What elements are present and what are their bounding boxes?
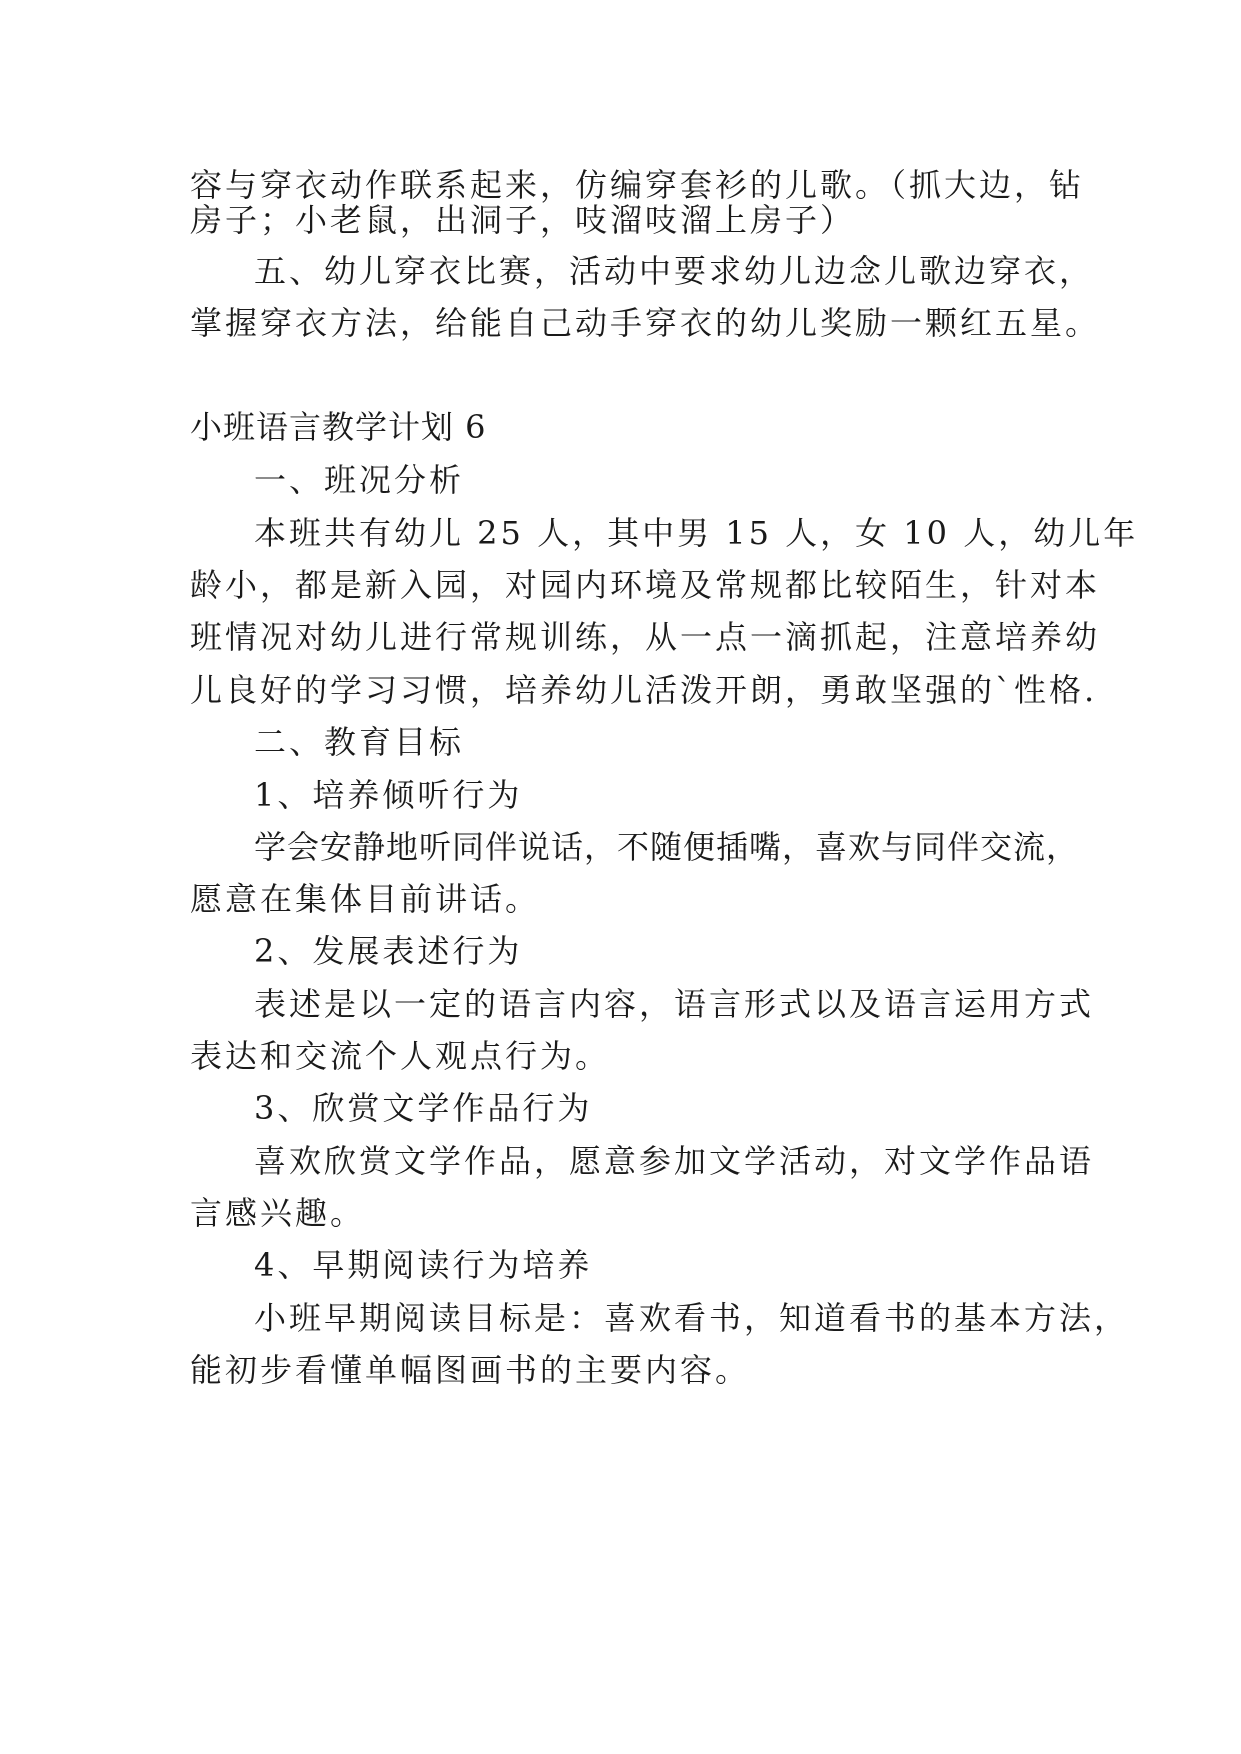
text-line: 五、幼儿穿衣比赛，活动中要求幼儿边念儿歌边穿衣， <box>254 252 1095 290</box>
text-line: 愿意在集体目前讲话。 <box>190 880 541 918</box>
text-line: 表达和交流个人观点行为。 <box>190 1037 611 1075</box>
heading: 一、班况分析 <box>254 461 465 499</box>
text-line: 房子；小老鼠，出洞子，吱溜吱溜上房子） <box>190 201 856 239</box>
text-line: 喜欢欣赏文学作品，愿意参加文学活动，对文学作品语 <box>254 1142 1095 1180</box>
text-line: 龄小，都是新入园，对园内环境及常规都比较陌生，针对本 <box>190 566 1101 604</box>
heading: 2、发展表述行为 <box>254 932 523 970</box>
heading: 1、培养倾听行为 <box>254 776 523 814</box>
text-line: 小班早期阅读目标是：喜欢看书，知道看书的基本方法， <box>254 1299 1130 1337</box>
text-line: 班情况对幼儿进行常规训练，从一点一滴抓起，注意培养幼 <box>190 618 1101 656</box>
text-line: 掌握穿衣方法，给能自己动手穿衣的幼儿奖励一颗红五星。 <box>190 304 1101 342</box>
text-line: 表述是以一定的语言内容，语言形式以及语言运用方式 <box>254 985 1095 1023</box>
heading: 3、欣赏文学作品行为 <box>254 1089 593 1127</box>
text-line: 言感兴趣。 <box>190 1194 366 1232</box>
section-title: 小班语言教学计划 6 <box>190 408 487 446</box>
text-line: 学会安静地听同伴说话，不随便插嘴，喜欢与同伴交流， <box>254 828 1080 866</box>
text-line: 儿良好的学习习惯，培养幼儿活泼开朗，勇敢坚强的`性格. <box>190 671 1098 709</box>
text-line: 本班共有幼儿 25 人，其中男 15 人，女 10 人，幼儿年 <box>254 514 1139 552</box>
heading: 二、教育目标 <box>254 723 465 761</box>
text-line: 能初步看懂单幅图画书的主要内容。 <box>190 1351 751 1389</box>
heading: 4、早期阅读行为培养 <box>254 1246 593 1284</box>
text-line: 容与穿衣动作联系起来，仿编穿套衫的儿歌。（抓大边，钻 <box>190 166 1085 204</box>
